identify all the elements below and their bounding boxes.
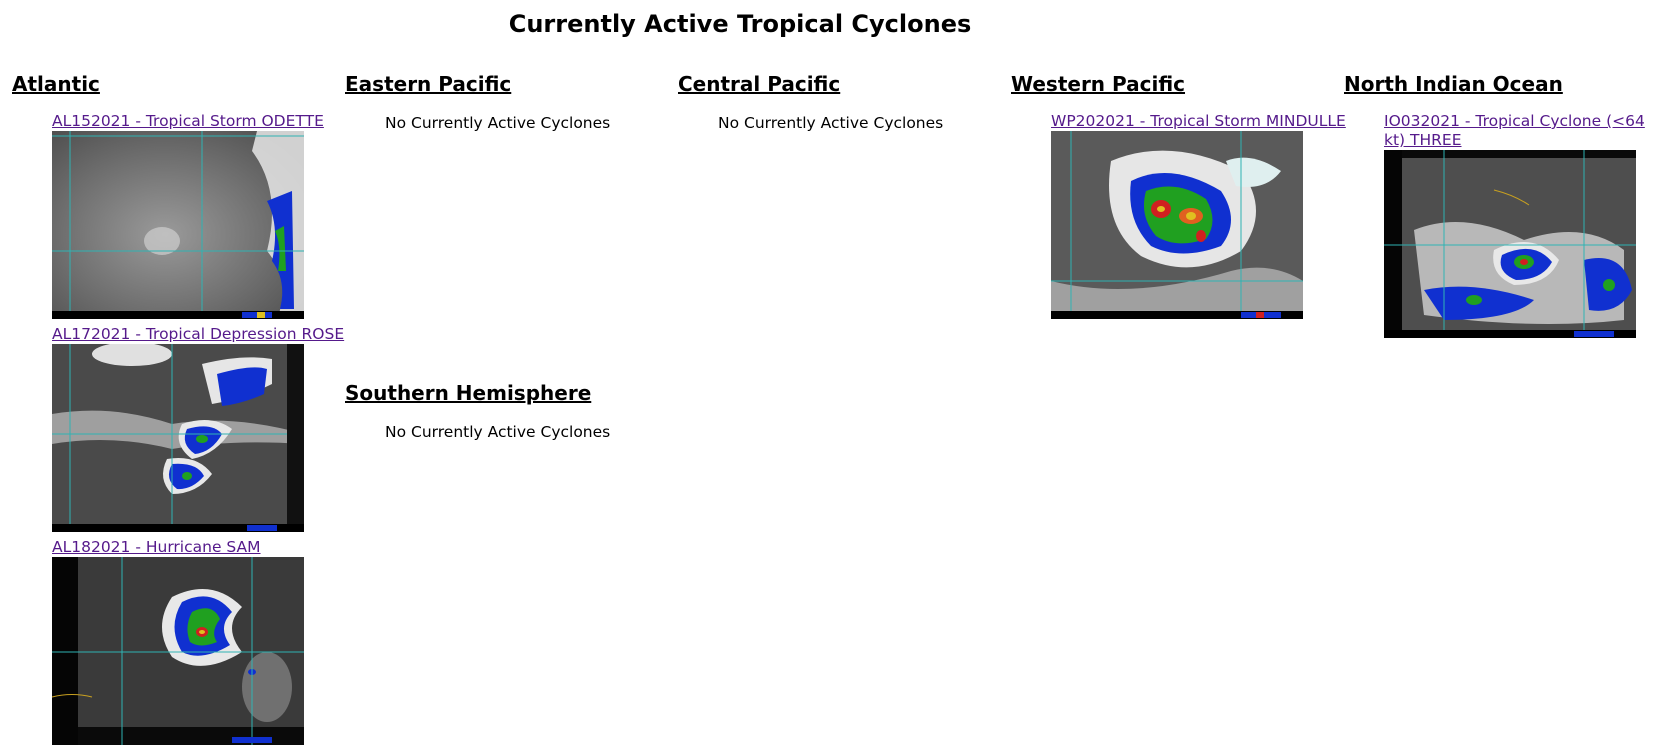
no-active-cyclones-note: No Currently Active Cyclones (385, 423, 611, 441)
satellite-image-io032021[interactable] (1384, 150, 1636, 338)
no-active-cyclones-note: No Currently Active Cyclones (718, 114, 944, 132)
storm-list-atlantic (52, 112, 345, 745)
storm-entry (1051, 112, 1346, 319)
region-southern-hemisphere (345, 381, 665, 441)
region-western-pacific (1011, 72, 1346, 319)
region-heading-central-pacific: Central Pacific (678, 72, 841, 96)
storm-list-north-indian-ocean (1384, 112, 1664, 338)
satellite-image-wp202021[interactable] (1051, 131, 1303, 319)
storm-link-io032021[interactable]: IO032021 - Tropical Cyclone (<64 kt) THREE (1384, 112, 1645, 149)
region-atlantic (12, 72, 345, 745)
storm-list-western-pacific (1051, 112, 1346, 319)
storm-link-wp202021[interactable]: WP202021 - Tropical Storm MINDULLE (1051, 112, 1346, 130)
region-central-pacific (678, 72, 998, 132)
page-title: Currently Active Tropical Cyclones (508, 10, 972, 38)
region-eastern-pacific (345, 72, 665, 132)
storm-link-al182021[interactable]: AL182021 - Hurricane SAM (52, 538, 261, 556)
satellite-image-al172021[interactable] (52, 344, 304, 532)
region-heading-southern-hemisphere: Southern Hemisphere (345, 381, 592, 405)
storm-entry (52, 538, 332, 745)
storm-link-al152021[interactable]: AL152021 - Tropical Storm ODETTE (52, 112, 324, 130)
storm-entry (1384, 112, 1664, 338)
region-heading-eastern-pacific: Eastern Pacific (345, 72, 512, 96)
region-north-indian-ocean (1344, 72, 1664, 338)
storm-entry (52, 112, 332, 319)
region-heading-north-indian-ocean: North Indian Ocean (1344, 72, 1563, 96)
no-active-cyclones-note: No Currently Active Cyclones (385, 114, 611, 132)
region-heading-atlantic: Atlantic (12, 72, 100, 96)
satellite-image-al152021[interactable] (52, 131, 304, 319)
storm-entry (52, 325, 345, 532)
region-heading-western-pacific: Western Pacific (1011, 72, 1186, 96)
storm-link-al172021[interactable]: AL172021 - Tropical Depression ROSE (52, 325, 345, 343)
satellite-image-al182021[interactable] (52, 557, 304, 745)
